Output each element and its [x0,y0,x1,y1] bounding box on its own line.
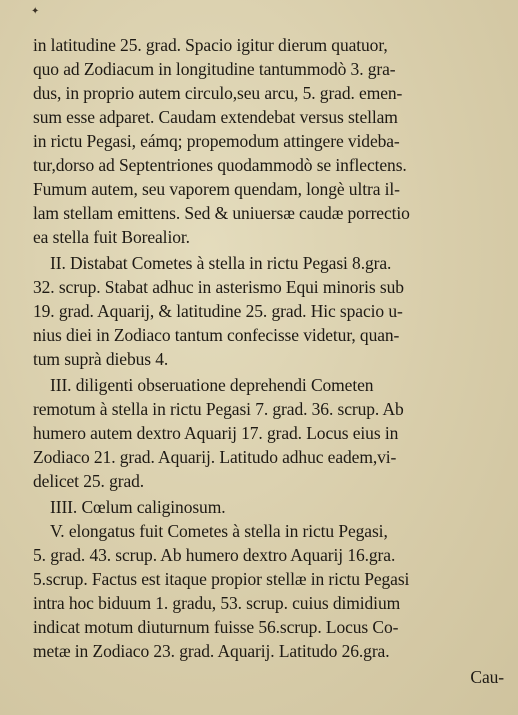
text-line: sum esse adparet. Caudam extendebat versus stellam [33,107,398,127]
text-line: 5.scrup. Factus est itaque propior stellæ in rictu Pegasi [33,569,410,589]
text-line: dus, in proprio autem circulo,seu arcu, 5. grad. emen- [33,83,403,103]
text-line: 5. grad. 43. scrup. Ab humero dextro Aquarij 16.gra. [33,545,396,565]
text-line: remotum à stella in rictu Pegasi 7. grad. 36. scrup. Ab [33,399,404,419]
text-line: Fumum autem, seu vaporem quendam, longè ultra il- [33,179,400,199]
text-line: 32. scrup. Stabat adhuc in asterismo Equi minoris sub [33,277,404,297]
text-line: lam stellam emittens. Sed & uniuersæ caudæ porrectio [33,203,410,223]
text-line: metæ in Zodiaco 23. grad. Aquarij. Latitudo 26.gra. [33,641,390,661]
text-line: intra hoc biduum 1. gradu, 53. scrup. cuius dimidium [33,593,401,613]
text-line: quo ad Zodiacum in longitudine tantummodò 3. gra- [33,59,396,79]
text-line: nius diei in Zodiaco tantum confecisse videtur, quan- [33,325,400,345]
catchword: Cau- [470,667,504,687]
text-line: Zodiaco 21. grad. Aquarij. Latitudo adhuc eadem,vi- [33,447,397,467]
text-line: tur,dorso ad Septentriones quodammodò se inflectens. [33,155,407,175]
text-line: ea stella fuit Borealior. [33,227,190,247]
text-line: humero autem dextro Aquarij 17. grad. Locus eius in [33,423,399,443]
text-line: II. Distabat Cometes à stella in rictu Pegasi 8.gra. [50,253,392,273]
corner-mark: ✦ [31,6,40,17]
text-line: V. elongatus fuit Cometes à stella in rictu Pegasi, [50,521,388,541]
text-line: in rictu Pegasi, eámq; propemodum attingere videba- [33,131,400,151]
text-line: indicat motum diuturnum fuisse 56.scrup. Locus Co- [33,617,399,637]
text-line: delicet 25. grad. [33,471,145,491]
text-line: in latitudine 25. grad. Spacio igitur dierum quatuor, [33,35,388,55]
text-line: tum suprà diebus 4. [33,349,169,369]
text-line: 19. grad. Aquarij, & latitudine 25. grad. Hic spacio u- [33,301,403,321]
text-line: IIII. Cœlum caliginosum. [50,497,226,517]
text-line: III. diligenti obseruatione deprehendi Cometen [50,375,374,395]
